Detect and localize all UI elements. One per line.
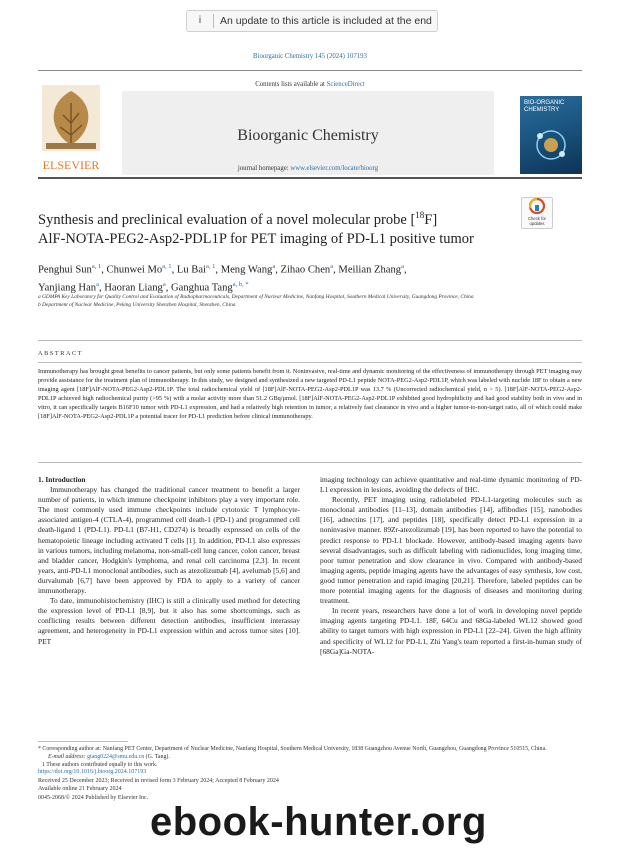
affiliation-b: b Department of Nuclear Medicine, Peking University Shenzhen Hospital, Shenzhen, China [38,301,236,308]
author-line-1: Penghui Sun$^{a, 1}$, Chunwei Mo$^{a, 1}$, Lu Bai$^{a, 1}$, Meng Wang$^a$, Zihao Chen$^a$, Meilian Zhang$^a$, [38,263,407,276]
info-icon: i [193,14,214,28]
equal-contribution-note: 1 These authors contributed equally to this work. [42,762,158,769]
check-updates-icon [529,198,545,216]
cover-molecule-graphic [532,126,570,164]
author-affiliation-marker: a, 1 [91,263,102,270]
intro-paragraph: Immunotherapy has changed the traditional cancer treatment to benefit a larger number of patients, in which immune checkpoint inhibitors play a very important role. The most commonly used immune checkpoints include cytotoxic T lymphocyte-associated antigen-4 (CTLA-4), programmed cell death-1 (PD-1) and programmed cell death-ligand 1 (PD-L1). PD-L1 (B7-H1, CD274) is broadly expressed on cells of the hematopoietic lineage including activated T cells [1]. In addition, PD-L1 also expresses in various tumors, including melanoma, non-small-cell lung cancer, colon cancer, breast and bladder cancer, Hodgkin's lymphoma, and renal cell carcinoma [2,3]. In recent years, anti-PD-L1 monoclonal antibodies, such as atezolizumab [4], avelumab [5,6] and durvalumab [6,7] have been approved by FDA to apply to a variety of cancer immunotherapy. [38,485,300,596]
journal-title: Bioorganic Chemistry [237,127,379,144]
author-line-2: Yanjiang Han$^a$, Haoran Liang$^a$, Ganghua Tang$^{a, b, *}$ [38,281,249,294]
article-title [38,206,508,249]
contents-availability [140,81,480,88]
author-name[interactable]: Penghui Sun [38,264,92,276]
author-affiliation-marker: a [272,263,276,270]
homepage-prefix: journal homepage: [237,165,291,172]
journal-cover-image [520,96,582,174]
article-title-line1: Synthesis and preclinical evaluation of a novel molecular probe [$^{18}$F] [38,210,438,228]
abstract-text: Immunotherapy has brought great benefits to cancer patients, but only some patients benefit from it. Noninvasive, real-time and dynamic monitoring of the effectiveness of immunotherapy through PET imaging may provide assistance for the treatment plan of immunotherapy. In this study, we designed and synthesized a new targeted PD-L1 peptide NOTA-PEG2-Asp2-PDL1P, which was labeled with nuclide 18F to obtain a new imaging agent [18F]AlF-NOTA-PEG2-Asp2-PDL1P. The total radiochemical yield of [18F]AlF-NOTA-PEG2-Asp2-PDL1P was 13.7 % (Uncorrected radiochemical yield, n > 5). [18F]AlF-NOTA-PEG2-Asp2-PDL1P achieved high radiochemical purity (>95 %) with a molar activity more than 51.2 GBq/μmol. [18F]AlF-NOTA-PEG2-Asp2-PDL1P exhibited good hydrophilicity and had good stability both in vivo and in vitro, it can specifically targets B16F10 tumor with PD-L1 expression, and had a relatively high retention in tumor, a relatively fast clearance in vivo and a higher tumor-to-non-target ratio, all of which could make [18F]AlF-NOTA-PEG2-Asp2-PDL1P a potential tracer for PD-L1 prediction before clinical immunotherapy. [38,368,582,420]
update-banner-text: An update to this article is included at the end [220,15,432,27]
elsevier-logo [38,83,104,175]
author-affiliation-marker: a, 1 [162,263,172,270]
author-affiliation-marker: a [401,263,404,270]
author-name[interactable]: Yanjiang Han [38,282,97,294]
author-affiliation-marker: a, b, * [232,281,249,289]
affiliations [38,294,518,310]
check-for-updates-badge[interactable] [521,197,553,229]
intro-paragraph: To date, immunohistochemistry (IHC) is still a clinically used method for detecting the expression level of PD-L1 [8,9], but it also has some shortcomings, such as conflicting results between different detection antibodies, insufficient interassay agreement, and heterogeneity in PD-L1 expression within and across tumor sites [10]. PET [38,596,300,646]
divider [38,362,582,363]
doi-link[interactable]: https://doi.org/10.1016/j.bioorg.2024.107193 [38,769,147,775]
author-name[interactable]: Meng Wang [220,264,273,276]
watermark: ebook-hunter.org [150,800,487,844]
abstract-heading: ABSTRACT [38,350,84,357]
email-note: E-mail address: gtang0224@smu.edu.cn (G. Tang). [48,754,170,761]
divider [38,340,582,341]
footnote-divider [38,741,128,742]
author-affiliation-marker: a [162,281,166,289]
author-affiliation-marker: a, 1 [206,263,216,270]
copyright: 0045-2068/© 2024 Published by Elsevier Inc. [38,794,149,801]
corresponding-author-note: * Corresponding author at: Nanfang PET Center, Department of Nuclear Medicine, Nanfang Hospital, Southern Medical University, 1838 Guangzhou Avenue North, Guangzhou, Guangdong Province 510515, China. [38,746,547,752]
affiliation-a: a GDMPA Key Laboratory for Quality Control and Evaluation of Radiopharmaceuticals, Department of Nuclear Medicine, Nanfang Hospital, Southern Medical University, Guangdong Province, China [38,294,474,300]
article-title-line2: AlF-NOTA-PEG2-Asp2-PDL1P for PET imaging of PD-L1 positive tumor [38,230,474,247]
intro-paragraph: In recent years, researchers have done a lot of work in developing novel peptide imaging agents targeting PD-L1. 18F, 64Cu and 68Ga-labeled WL12 showed good ability to target tumors with high expression in PD-L1 [22–24]. Given the high affinity and specificity of WL12 for PD-L1, Zhi Yang's team reported a first-in-human study of [68Ga]Ga-NOTA- [320,606,582,656]
author-name[interactable]: Haoran Liang [104,282,163,294]
online-date: Available online 21 February 2024 [38,786,122,793]
check-updates-label: Check for updates [528,216,546,226]
body-column-right [320,475,582,657]
author-name[interactable]: Ganghua Tang [171,282,233,294]
journal-citation[interactable]: Bioorganic Chemistry 145 (2024) 107193 [253,53,367,60]
publication-info [38,768,582,802]
publisher-name: ELSEVIER [42,158,100,172]
contents-prefix: Contents lists available at [255,81,327,88]
sciencedirect-link[interactable]: ScienceDirect [326,81,365,88]
article-update-banner[interactable] [186,10,438,32]
author-affiliation-marker: a [330,263,334,270]
intro-paragraph: Recently, PET imaging using radiolabeled PD-L1-targeting molecules such as monoclonal antibodies [11–13], domain antibodies [14], affibodies [15], nanobodies [16], adnectins [17], and peptides [18], specifically detect PD-L1 expression in a noninvasive manner. 89Zr-atezolizumab [19], has been reported to have the potential to predict response to PD-L1 blockade. However, antibody-based imaging agents have several disadvantages, such as difficult labeling with radionuclides, long imaging time, poor tumor penetration and slow clearance in vivo. Compared with antibody-based imaging agents, peptide imaging agents have the advantages of easy synthesis, low cost, good tumor penetration and rapid imaging [20,21]. Therefore, labeled peptides can be more potential imaging agents for the diagnosis of diseases and monitoring during treatment. [320,495,582,606]
introduction-heading: 1. Introduction [38,475,86,484]
body-column-left [38,475,300,647]
author-name[interactable]: Meilian Zhang [338,264,402,276]
author-affiliation-marker: a [96,281,99,289]
footnotes [38,745,582,770]
author-name[interactable]: Chunwei Mo [106,264,163,276]
author-list [38,260,508,296]
cover-title: BIO-ORGANIC CHEMISTRY [524,100,565,113]
homepage-link[interactable]: www.elsevier.com/locate/bioorg [290,165,379,172]
intro-paragraph: imaging technology can achieve quantitative and real-time dynamic monitoring of PD-L1 expression in lesions, avoiding the defects of IHC. [320,475,582,495]
author-name[interactable]: Zihao Chen [280,264,331,276]
email-link[interactable]: gtang0224@smu.edu.cn [87,754,145,761]
journal-homepage [122,165,494,172]
received-dates: Received 25 December 2023; Received in revised form 3 February 2024; Accepted 8 February 2024 [38,777,279,784]
divider [38,462,582,463]
author-name[interactable]: Lu Bai [176,264,206,276]
